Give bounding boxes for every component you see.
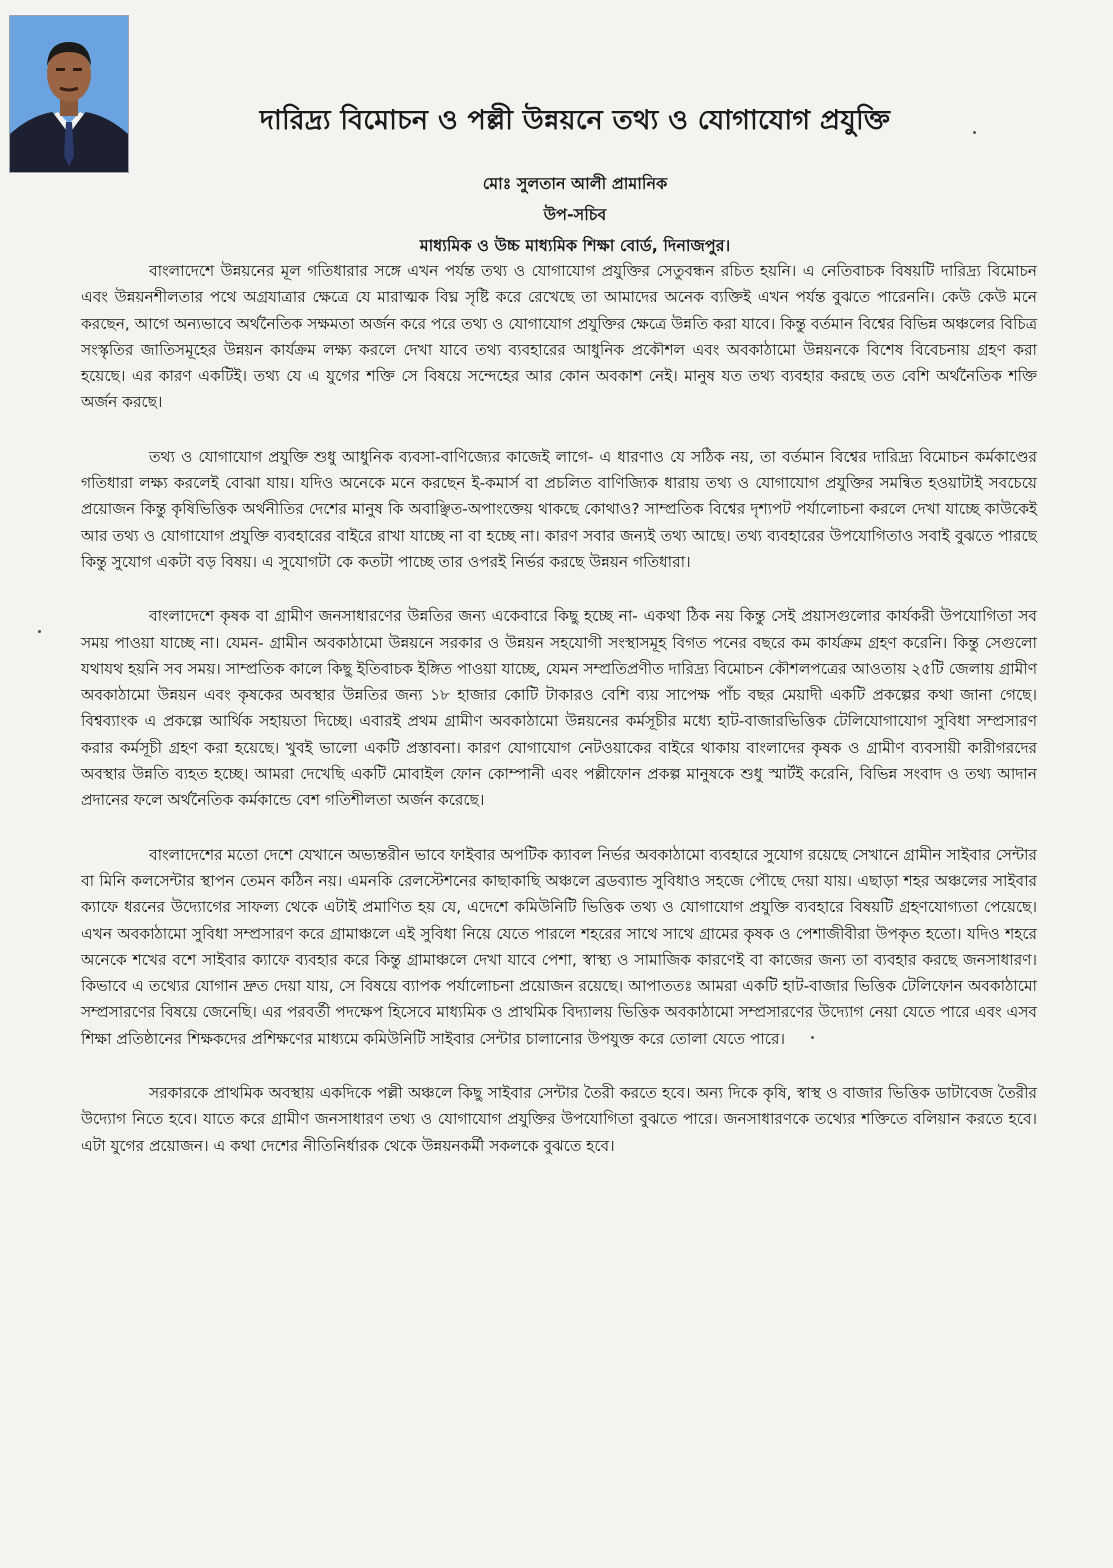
author-portrait-graphic [10,16,128,172]
body-paragraph-5: সরকারকে প্রাথমিক অবস্থায় একদিকে পল্লী অঞ্চলে কিছু সাইবার সেন্টার তৈরী করতে হবে। অন্য দিকে কৃষি, স্বাস্থ ও বাজার ভিত্তিক ডাটাবেজ তৈরীর উদ্যোগ নিতে হবে। যাতে করে গ্রামীণ জনসাধারণ তথ্য ও যোগাযোগ প্রযুক্তির উপযোগিতা বুঝতে পারে। জনসাধারণকে তথ্যের শক্তিতে বলিয়ান করতে হবে। এটা যুগের প্রয়োজন। এ কথা দেশের নীতিনির্ধারক থেকে উন্নয়নকর্মী সকলকে বুঝতে হবে। [81,1084,1037,1155]
author-designation: উপ-সচিব [543,205,607,224]
author-name: মোঃ সুলতান আলী প্রামানিক [482,174,668,193]
scan-speck [38,630,41,633]
body-paragraph-4: বাংলাদেশের মতো দেশে যেখানে অভ্যন্তরীন ভাবে ফাইবার অপটিক ক্যাবল নির্ভর অবকাঠামো ব্যবহারে সুযোগ রয়েছে সেখানে গ্রামীন সাইবার সেন্টার বা মিনি কলসেন্টার স্থাপন তেমন কঠিন নয়। এমনকি রেলস্টেশনের কাছাকাছি অঞ্চলে ব্রডব্যান্ড সুবিধাও সহজে পৌছে দেয়া যায়। এছাড়া শহর অঞ্চলের সাইবার ক্যাফে ধরনের উদ্যোগের সাফল্য থেকে এটাই প্রমাণিত হয় যে, এদেশে কমিউনিটি ভিত্তিক তথ্য ও যোগাযোগ প্রযুক্তি ব্যবহারে বিষয়টি গ্রহণযোগ্যতা পেয়েছে। এখন অবকাঠামো সুবিধা সম্প্রসারণ করে গ্রামাঞ্চলে এই সুবিধা নিয়ে যেতে পারলে শহরের সাথে সাথে গ্রামের কৃষক ও পেশাজীবীরা উপকৃত হতো। যদিও শহরে অনেকে শখের বশে সাইবার ক্যাফে ব্যবহার করে কিন্তু গ্রামাঞ্চলে দেখা যাবে পেশা, স্বাস্থ্য ও সামাজিক কারণেই বা কাজের জন্য তা ব্যবহার করছে জনসাধারণ। কিভাবে এ তথ্যের যোগান দ্রুত দেয়া যায়, সে বিষয়ে ব্যাপক পর্যালোচনা প্রয়োজন রয়েছে। আপাততঃ আমরা একটি হাট-বাজার ভিত্তিক টেলিফোন অবকাঠামো সম্প্রসারণের বিষয়ে জেনেছি। এর পরবর্তী পদক্ষেপ হিসেবে মাধ্যমিক ও প্রাথমিক বিদ্যালয় ভিত্তিক অবকাঠামো সম্প্রসারণের উদ্যোগ নেয়া যেতে পারে এবং এসব শিক্ষা প্রতিষ্ঠানের শিক্ষকদের প্রশিক্ষণের মাধ্যমে কমিউনিটি সাইবার সেন্টার চালানোর উপযুক্ত করে তোলা যেতে পারে। [81,845,1037,1048]
article-body [81,258,1037,1187]
body-paragraph-1: বাংলাদেশে উন্নয়নের মূল গতিধারার সঙ্গে এখন পর্যন্ত তথ্য ও যোগাযোগ প্রযুক্তির সেতুবন্ধন রচিত হয়নি। এ নেতিবাচক বিষয়টি দারিদ্র্য বিমোচন এবং উন্নয়নশীলতার পথে অগ্রযাত্রার ক্ষেত্রে যে মারাত্মক বিঘ্ন সৃষ্টি করে রেখেছে তা আমাদের অনেক ব্যক্তিই এখন পর্যন্ত বুঝতে পারেননি। কেউ কেউ মনে করছেন, আগে অন্যভাবে অর্থনৈতিক সক্ষমতা অর্জন করে পরে তথ্য ও যোগাযোগ প্রযুক্তির ক্ষেত্রে উন্নতি করা যাবে। কিন্তু বর্তমান বিশ্বের বিভিন্ন অঞ্চলের বিচিত্র সংস্কৃতির জাতিসমূহের উন্নয়ন কার্যক্রম লক্ষ্য করলে দেখা যাবে তথ্য ব্যবহারের আধুনিক প্রকৌশল এবং অবকাঠামো উন্নয়নকে বিশেষ বিবেচনায় গ্রহণ করা হয়েছে। এর কারণ একটিই। তথ্য যে এ যুগের শক্তি সে বিষয়ে সন্দেহের আর কোন অবকাশ নেই। মানুষ যত তথ্য ব্যবহার করছে তত বেশি অর্থনৈতিক শক্তি অর্জন করছে। [81,262,1037,412]
author-block [150,168,1000,261]
scan-speck [973,131,976,134]
body-paragraph-3: বাংলাদেশে কৃষক বা গ্রামীণ জনসাধারণের উন্নতির জন্য একেবারে কিছু হচ্ছে না- একথা ঠিক নয় কিন্তু সেই প্রয়াসগুলোর কার্যকরী উপযোগিতা সব সময় পাওয়া যাচ্ছে না। যেমন- গ্রামীন অবকাঠামো উন্নয়নে সরকার ও উন্নয়ন সহযোগী সংস্থাসমূহ বিগত পনের বছরে কম কার্যক্রম গ্রহণ করেনি। কিন্তু সেগুলো যথাযথ হয়নি সব সময়। সাম্প্রতিক কালে কিছু ইতিবাচক ইঙ্গিত পাওয়া যাচ্ছে, যেমন সম্প্রতিপ্রণীত দারিদ্র্য বিমোচন কৌশলপত্রের আওতায় ২৫টি জেলায় গ্রামীণ অবকাঠামো উন্নয়ন এবং কৃষকের অবস্থার উন্নতির জন্য ১৮ হাজার কোটি টাকারও বেশি ব্যয় সাপেক্ষ পাঁচ বছর মেয়াদী একটি প্রকল্পের কথা জানা গেছে। বিশ্বব্যাংক এ প্রকল্পে আর্থিক সহায়তা দিচ্ছে। এবারই প্রথম গ্রামীণ অবকাঠামো উন্নয়নের কর্মসূচীর মধ্যে হাট-বাজারভিত্তিক টেলিযোগাযোগ সুবিধা সম্প্রসারণ করার কর্মসূচী গ্রহণ করা হয়েছে। খুবই ভালো একটি প্রস্তাবনা। কারণ যোগাযোগ নেটওয়াকের বাইরে থাকায় বাংলাদের কৃষক ও গ্রামীণ ব্যবসায়ী কারীগরদের অবস্থার উন্নতি ব্যহত হচ্ছে। আমরা দেখেছি একটি মোবাইল ফোন কোম্পানী এবং পল্লীফোন প্রকল্প মানুষকে শুধু স্মার্টই করেনি, বিভিন্ন সংবাদ ও তথ্য আদান প্রদানের ফলে অর্থনৈতিক কর্মকান্ডে বেশ গতিশীলতা অর্জন করেছে। [81,607,1037,810]
author-organization: মাধ্যমিক ও উচ্চ মাধ্যমিক শিক্ষা বোর্ড, দিনাজপুর। [419,236,731,255]
scan-speck [811,1036,814,1039]
article-title: দারিদ্র্য বিমোচন ও পল্লী উন্নয়নে তথ্য ও যোগাযোগ প্রযুক্তি [259,105,891,136]
body-paragraph-2: তথ্য ও যোগাযোগ প্রযুক্তি শুধু আধুনিক ব্যবসা-বাণিজ্যের কাজেই লাগে- এ ধারণাও যে সঠিক নয়, তা বর্তমান বিশ্বের দারিদ্র্য বিমোচন কর্মকাণ্ডের গতিধারা লক্ষ্য করলেই বোঝা যায়। যদিও অনেকে মনে করছেন ই-কমার্স বা প্রচলিত বাণিজ্যিক ধারায় তথ্য ও যোগাযোগ প্রযুক্তির সমন্বিত হওয়াটাই সবচেয়ে প্রয়োজন কিন্তু কৃষিভিত্তিক অর্থনীতির দেশের মানুষ কি অবাঞ্ছিত-অপাংক্তেয় থাকছে কোথাও? সাম্প্রতিক বিশ্বের দৃশ্যপট পর্যালোচনা করলে দেখা যাচ্ছে কাউকেই আর তথ্য ও যোগাযোগ প্রযুক্তি ব্যবহারের বাইরে রাখা যাচ্ছে না বা হচ্ছে না। কারণ সবার জন্যই তথ্য আছে। তথ্য ব্যবহারের উপযোগিতাও সবাই বুঝতে পারছে কিন্তু সুযোগ একটা বড় বিষয়। এ সুযোগটা কে কতটা পাচ্ছে তার ওপরই নির্ভর করছে উন্নয়ন গতিধারা। [81,447,1037,571]
author-photo [9,15,129,173]
